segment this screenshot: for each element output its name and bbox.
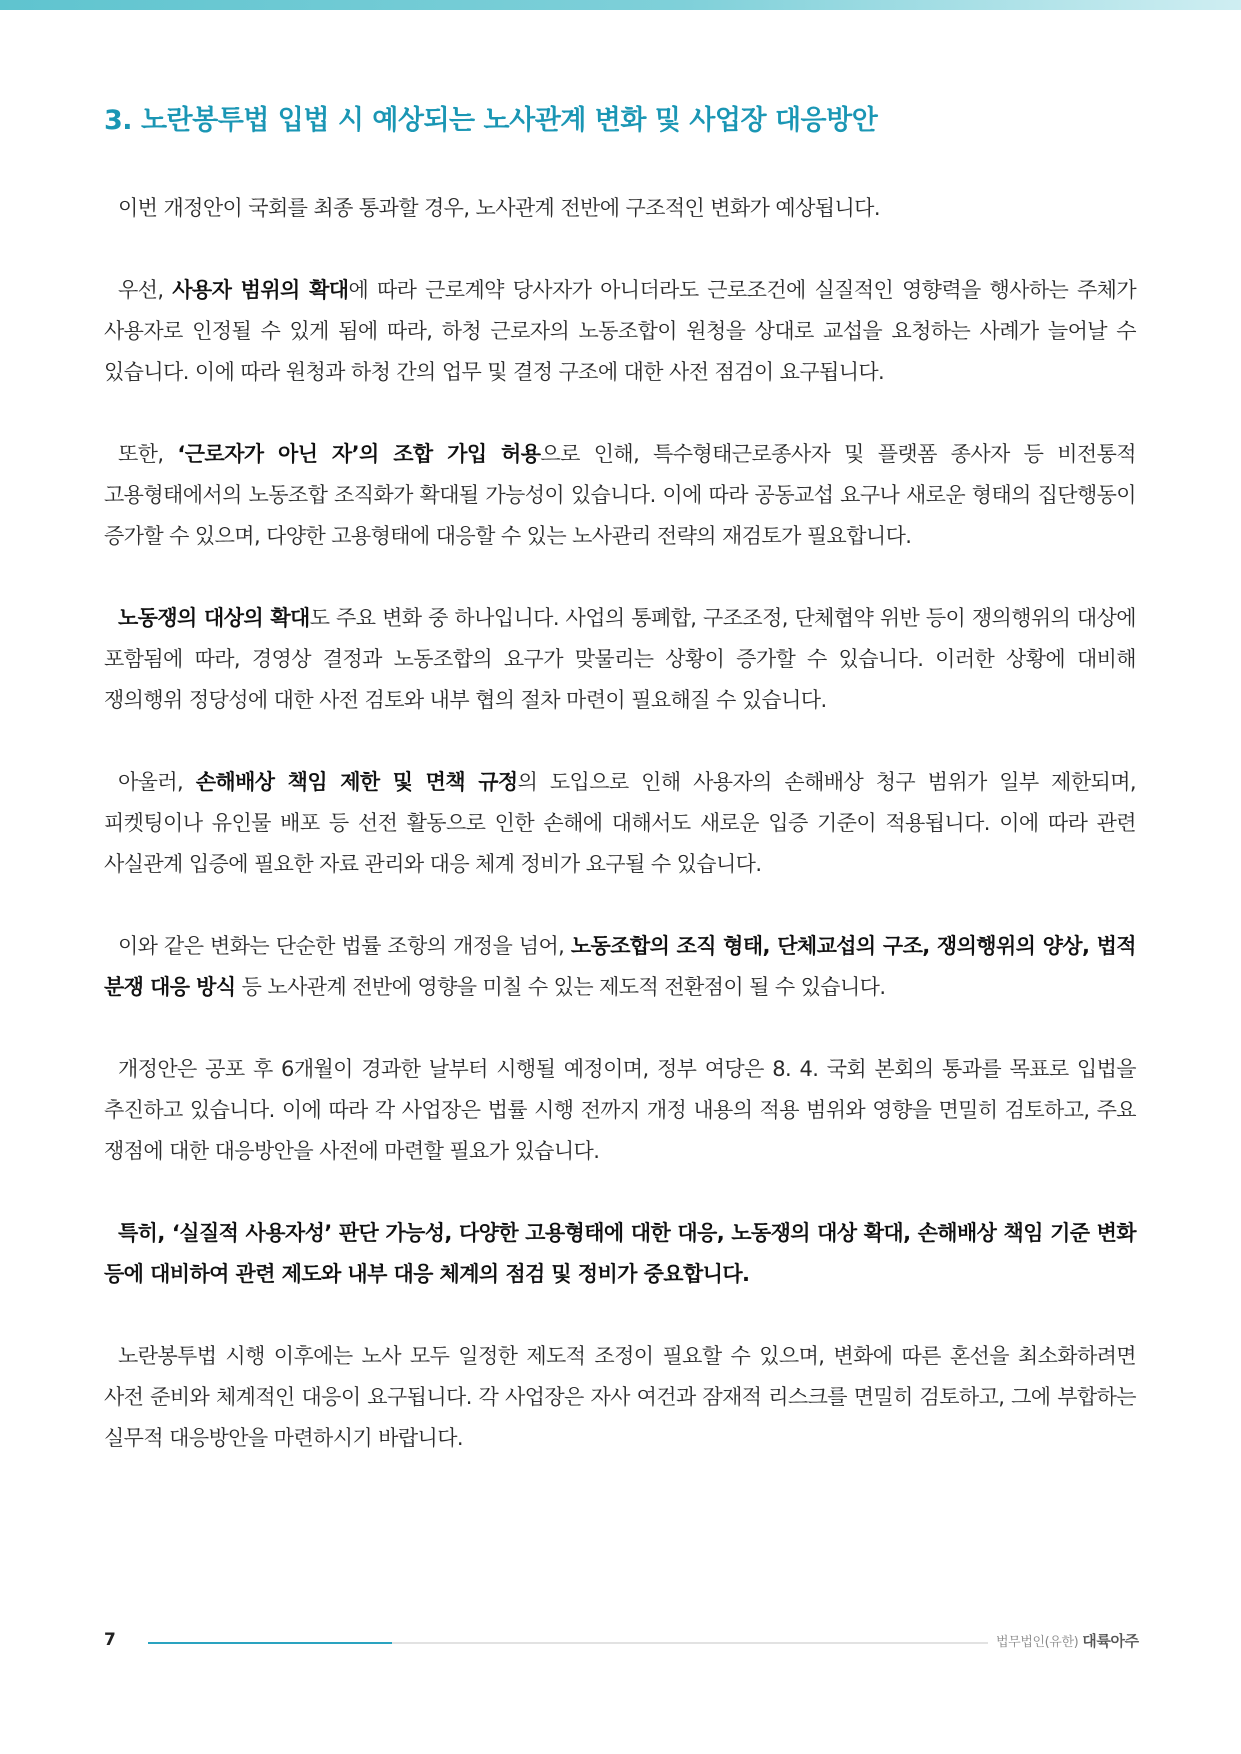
- paragraph-emphasis: 사용자 범위의 확대: [172, 278, 349, 302]
- paragraph-emphasis: 손해배상 책임 제한 및 면책 규정: [195, 770, 518, 794]
- paragraph-institutional-shift: [104, 926, 1136, 1008]
- paragraph-key-points: [104, 1213, 1136, 1295]
- paragraph-text: 이와 같은 변화는 단순한 법률 조항의 개정을 넘어,: [118, 934, 571, 958]
- paragraph-text: 노란봉투법 시행 이후에는 노사 모두 일정한 제도적 조정이 필요할 수 있으며, 변화에 따른 혼선을 최소화하려면 사전 준비와 체계적인 대응이 요구됩니다. 각 사업장은 자사 여건과 잠재적 리스크를 면밀히 검토하고, 그에 부합하는 실무적 대응방안을 마련하시기 바랍니다.: [104, 1344, 1136, 1450]
- paragraph-text: 에 따라 근로계약 당사자가 아니더라도 근로조건에 실질적인 영향력을 행사하는 주체가 사용자로 인정될 수 있게 됨에 따라, 하청 근로자의 노동조합이 원청을 상대로 교섭을 요청하는 사례가 늘어날 수 있습니다. 이에 따라 원청과 하청 간의 업무 및 결정 구조에 대한 사전 점검이 요구됩니다.: [104, 278, 1137, 384]
- paragraph-emphasis: 노동쟁의 대상의 확대: [118, 606, 310, 630]
- paragraph-text: 도 주요 변화 중 하나입니다. 사업의 통폐합, 구조조정, 단체협약 위반 등이 쟁의행위의 대상에 포함됨에 따라, 경영상 결정과 노동조합의 요구가 맞물리는 상황이 증가할 수 있습니다. 이러한 상황에 대비해 쟁의행위 정당성에 대한 사전 검토와 내부 협의 절차 마련이 필요해질 수 있습니다.: [104, 606, 1136, 712]
- paragraph-text: 개정안은 공포 후 6개월이 경과한 날부터 시행될 예정이며, 정부 여당은 8. 4. 국회 본회의 통과를 목표로 입법을 추진하고 있습니다. 이에 따라 각 사업장은 법률 시행 전까지 개정 내용의 적용 범위와 영향을 면밀히 검토하고, 주요 쟁점에 대한 대응방안을 사전에 마련할 필요가 있습니다.: [104, 1057, 1136, 1163]
- footer-divider: [148, 1642, 988, 1644]
- top-accent-bar: [0, 0, 1241, 10]
- firm-name: 대륙아주: [1082, 1632, 1139, 1650]
- section-title: 3. 노란봉투법 입법 시 예상되는 노사관계 변화 및 사업장 대응방안: [104, 105, 878, 136]
- paragraph-text: 아울러,: [118, 770, 196, 794]
- firm-prefix: 법무법인(유한): [996, 1635, 1079, 1650]
- paragraph-enforcement-schedule: [104, 1049, 1136, 1172]
- footer-divider-accent: [148, 1642, 392, 1644]
- paragraph-text: 의 도입으로 인해 사용자의 손해배상 청구 범위가 일부 제한되며, 피켓팅이나 유인물 배포 등 선전 활동으로 인한 손해에 대해서도 새로운 입증 기준이 적용됩니다. 이에 따라 관련 사실관계 입증에 필요한 자료 관리와 대응 체계 정비가 요구될 수 있습니다.: [104, 770, 1136, 876]
- paragraph-dispute-scope: [104, 598, 1136, 721]
- paragraph-conclusion: [104, 1336, 1136, 1459]
- paragraph-emphasis: 노동조합의 조직 형태, 단체교섭의 구조, 쟁의행위의 양상, 법적 분쟁 대응 방식: [104, 934, 1136, 999]
- footer-firm: [996, 1630, 1139, 1651]
- page-number: 7: [104, 1630, 116, 1650]
- paragraph-text: 특히, ‘실질적 사용자성’ 판단 가능성, 다양한 고용형태에 대한 대응, 노동쟁의 대상 확대, 손해배상 책임 기준 변화 등에 대비하여 관련 제도와 내부 대응 체계의 점검 및 정비가 중요합니다.: [104, 1221, 1136, 1286]
- paragraph-text: 또한,: [118, 442, 178, 466]
- paragraph-non-worker-union: [104, 434, 1136, 557]
- body-text: [104, 188, 1136, 1500]
- paragraph-intro: [104, 188, 1136, 229]
- paragraph-text: 우선,: [118, 278, 173, 302]
- paragraph-damages-limit: [104, 762, 1136, 885]
- paragraph-text: 으로 인해, 특수형태근로종사자 및 플랫폼 종사자 등 비전통적 고용형태에서의 노동조합 조직화가 확대될 가능성이 있습니다. 이에 따라 공동교섭 요구나 새로운 형태의 집단행동이 증가할 수 있으며, 다양한 고용형태에 대응할 수 있는 노사관리 전략의 재검토가 필요합니다.: [104, 442, 1136, 548]
- paragraph-text: 등 노사관계 전반에 영향을 미칠 수 있는 제도적 전환점이 될 수 있습니다.: [235, 975, 886, 999]
- paragraph-emphasis: ‘근로자가 아닌 자’의 조합 가입 허용: [177, 442, 541, 466]
- paragraph-text: 이번 개정안이 국회를 최종 통과할 경우, 노사관계 전반에 구조적인 변화가 예상됩니다.: [118, 196, 880, 220]
- paragraph-employer-scope: [104, 270, 1136, 393]
